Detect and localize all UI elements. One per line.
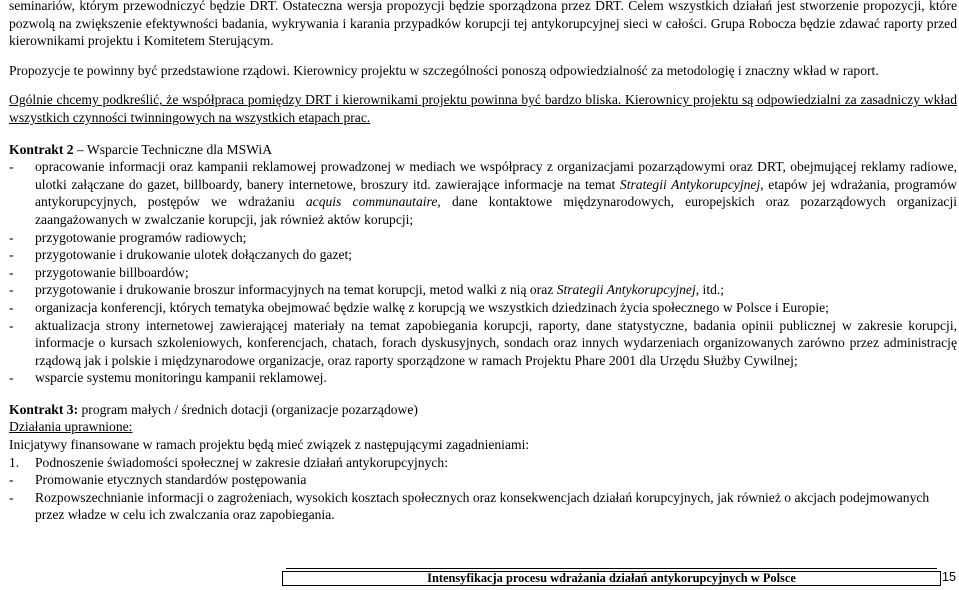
kontrakt-3-point-1 [9,454,957,472]
kontrakt-2-label: Kontrakt 2 [9,141,74,157]
kontrakt-2-title: – Wsparcie Techniczne dla MSWiA [73,141,273,157]
kontrakt-3-intro: Inicjatywy finansowane w ramach projektu będą mieć związek z następującymi zagadnieniami: [9,437,530,453]
list-item-italic: Strategii Antykorupcyjnej [556,282,696,298]
list-item: - wsparcie systemu monitoringu kampanii reklamowej. [9,369,957,387]
list-item-text: , etapów jej wdrażania, programów antykorupcyjnych, postępów we wdrażaniu [35,176,957,210]
list-item [9,158,957,228]
kontrakt-3-eligible-actions: Działania uprawnione: [9,419,133,435]
kontrakt-2-heading [9,141,957,159]
paragraph-intro [9,0,957,50]
kontrakt-3-heading [9,401,957,419]
list-item-text: opracowanie informacji oraz kampanii reklamowej prowadzonej w mediach we współpracy z organizacjami pozarządowymi oraz DRT, obejmującej reklamy radiowe, ulotki załączane do gazet, billboardy, banery internetowe, broszury itd. zawierające informacje na temat [35,159,957,192]
footer-title: Intensyfikacja procesu wdrażania działań antykorupcyjnych w Polsce [427,571,796,585]
kontrakt-3-title: program małych / średnich dotacji (organizacje pozarządowe) [78,401,418,417]
list-item-italic: acquis communautaire [305,194,438,210]
paragraph-cooperation: Ogólnie chcemy podkreślić, że współpraca pomiędzy DRT i kierownikami projektu powinna być bardzo bliska. Kierownicy projektu są odpowiedzialni za zasadniczy wkład wszystkich czynności twinningowych na wszystkich etapach prac. [9,92,957,125]
list-item [9,281,957,299]
kontrakt-3-list [9,471,957,524]
footer-title-box [282,571,941,586]
point-number: 1. [9,454,20,470]
list-item: - przygotowanie i drukowanie ulotek dołączanych do gazet; [9,246,957,264]
page-number: 15 [942,570,957,584]
kontrakt-3-label: Kontrakt 3: [9,401,79,417]
list-item: - Rozpowszechnianie informacji o zagrożeniach, wysokich kosztach społecznych oraz konsekwencjach działań korupcyjnych, jak również o akcjach podejmowanych przez władze w celu ich zwalczania oraz zapobiegania. [9,489,957,524]
list-item: - aktualizacja strony internetowej zawierającej materiały na temat zapobiegania korupcji, raporty, dane statystyczne, badania opinii publicznej w zakresie korupcji, informacje o kursach szkoleniowych, konferencjach, chatach, forach dyskusyjnych, sondach oraz innych wydarzeniach organizowanych zarówno przez administrację rządową jak i polskie i międzynarodowe organizacje, oraz raporty sporządzone w ramach Projektu Phare 2001 dla Urzędu Służby Cywilnej; [9,317,957,370]
paragraph-intro-line-2: propozycji, które pozwolą na zwiększenie efektywności badania, wykrywania i karania przypadków korupcji tej antykorupcyjnej sieci w całości. Grupa Robocza [9,0,957,31]
list-item: - przygotowanie billboardów; [9,264,957,282]
list-item-text: , dane kontaktowe międzynarodowych, europejskich oraz pozarządowych organizacji zaangażowanych w zwalczanie korupcji, jak również aktów korupcji; [35,194,957,227]
kontrakt-2-list [9,158,957,387]
list-item-italic: Strategii Antykorupcyjnej [619,176,761,192]
list-item-text: przygotowanie i drukowanie broszur informacyjnych na temat korupcji, metod walki z nią oraz [35,282,557,298]
paragraph-intro-line-3: będzie zdawać raporty przed kierownikami projektu i Komitetem Sterującym. [9,15,957,49]
list-item: - Promowanie etycznych standardów postępowania [9,471,957,489]
paragraph-intro-line-1: seminariów, którym przewodniczyć będzie DRT. Ostateczna wersja propozycji będzie sporządzona przez DRT. Celem wszystkich działań jest stworzenie [9,0,859,13]
list-item-text: , itd.; [695,282,725,298]
point-text: Podnoszenie świadomości społecznej w zakresie działań antykorupcyjnych: [35,454,448,470]
document-body [9,0,957,524]
paragraph-proposals: Propozycje te powinny być przedstawione rządowi. Kierownicy projektu w szczególności ponoszą odpowiedzialność za metodologię i znaczny wkład w raport. [9,62,879,78]
list-item: - organizacja konferencji, których tematyka obejmować będzie walkę z korupcją we wszystkich dziedzinach życia społecznego w Polsce i Europie; [9,299,957,317]
list-item: - przygotowanie programów radiowych; [9,229,957,247]
